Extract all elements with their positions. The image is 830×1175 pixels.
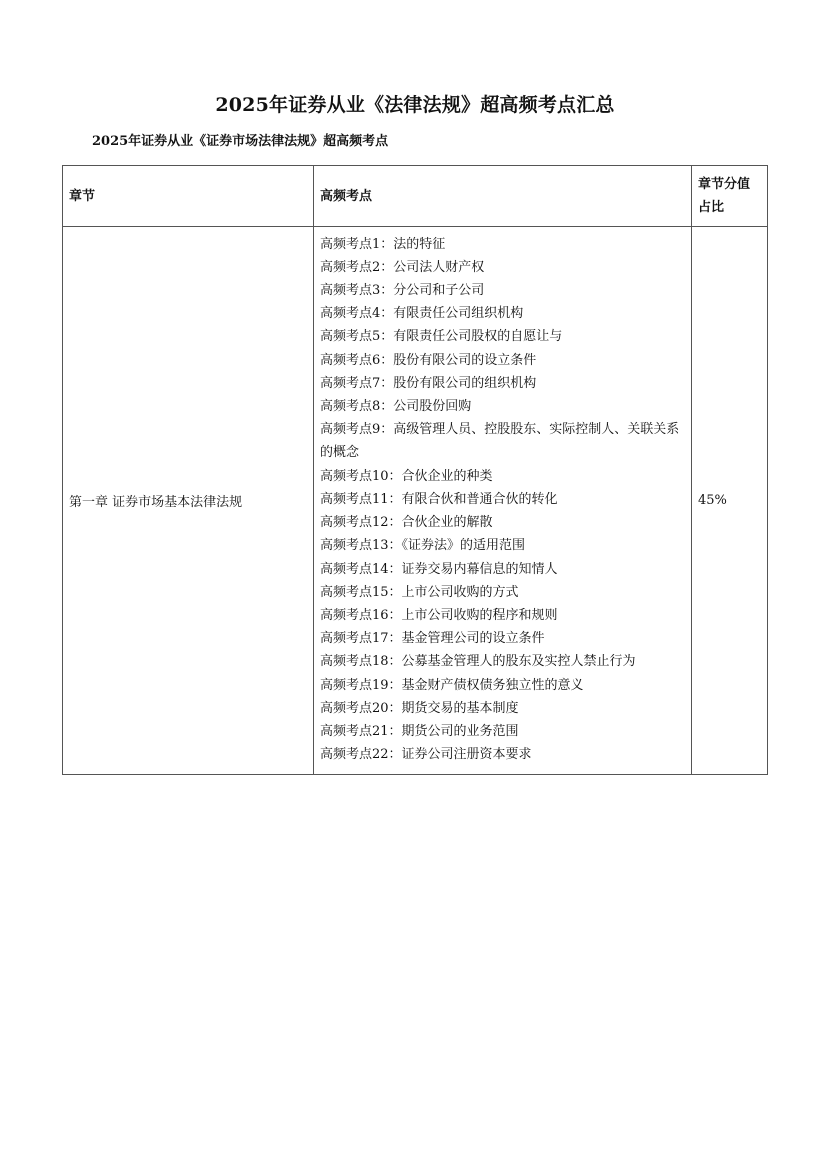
header-topics: 高频考点 [314, 166, 692, 227]
topic-item: 高频考点8：公司股份回购 [320, 399, 472, 415]
topics-cell [314, 227, 692, 775]
topic-item: 高频考点14：证券交易内幕信息的知情人 [320, 561, 558, 577]
topic-item: 高频考点7：股份有限公司的组织机构 [320, 375, 537, 391]
topic-item: 高频考点21：期货公司的业务范围 [320, 723, 519, 739]
topic-item: 高频考点17：基金管理公司的设立条件 [320, 631, 545, 647]
topic-item: 高频考点11：有限合伙和普通合伙的转化 [320, 491, 558, 507]
ratio-cell: 45% [692, 227, 768, 775]
header-ratio: 章节分值占比 [692, 166, 768, 227]
topic-item: 高频考点6：股份有限公司的设立条件 [320, 352, 537, 368]
topic-item: 高频考点19：基金财产债权债务独立性的意义 [320, 677, 584, 693]
table-header-row [63, 166, 768, 227]
table-row [63, 227, 768, 775]
topics-table [62, 165, 768, 775]
topic-item: 高频考点5：有限责任公司股权的自愿让与 [320, 329, 563, 345]
topic-item: 高频考点20：期货交易的基本制度 [320, 700, 519, 716]
topic-item: 高频考点3：分公司和子公司 [320, 283, 485, 299]
topics-list [320, 229, 685, 773]
document-title: 2025年证券从业《法律法规》超高频考点汇总 [215, 94, 615, 116]
topic-item: 高频考点13：《证券法》的适用范围 [320, 538, 526, 554]
topic-item: 高频考点1：法的特征 [320, 236, 446, 252]
topic-item: 高频考点15：上市公司收购的方式 [320, 584, 519, 600]
topic-item: 高频考点4：有限责任公司组织机构 [320, 306, 524, 322]
topic-item: 高频考点22：证券公司注册资本要求 [320, 747, 532, 763]
header-chapter: 章节 [63, 166, 314, 227]
chapter-cell: 第一章 证券市场基本法律法规 [63, 227, 314, 775]
topic-item: 高频考点2：公司法人财产权 [320, 259, 485, 275]
topic-item: 高频考点10：合伙企业的种类 [320, 468, 493, 484]
topic-item: 高频考点18：公募基金管理人的股东及实控人禁止行为 [320, 654, 636, 670]
document-subtitle: 2025年证券从业《证券市场法律法规》超高频考点 [92, 134, 389, 149]
topic-item: 高频考点9：高级管理人员、控股股东、实际控制人、关联关系的概念 [320, 422, 680, 461]
topic-item: 高频考点12：合伙企业的解散 [320, 515, 493, 531]
topic-item: 高频考点16：上市公司收购的程序和规则 [320, 607, 558, 623]
